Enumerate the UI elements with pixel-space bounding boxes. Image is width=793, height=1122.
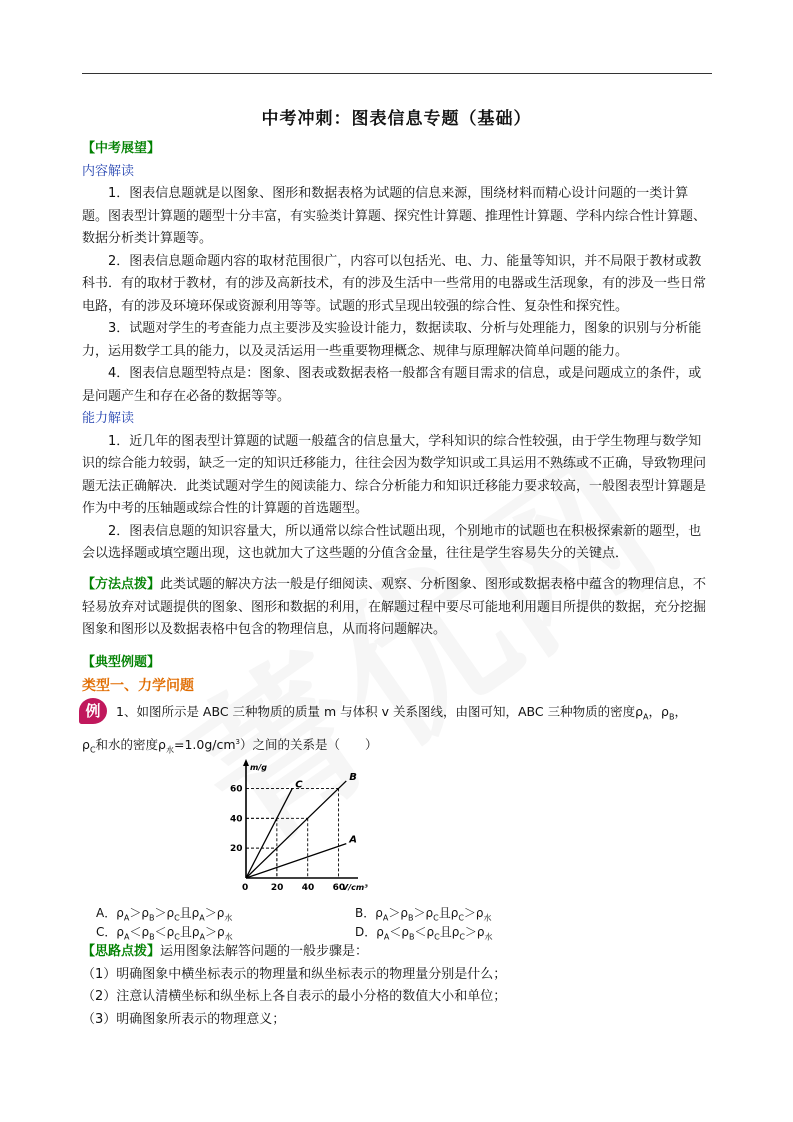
option-b[interactable]: B．$\rho_A>\rho_B>\rho_C$且$\rho_C>\rho_水$ [355, 906, 492, 923]
y-tick-60: 60 [230, 784, 243, 795]
outlook-tag: 【中考展望】 [82, 141, 161, 156]
y-axis-label: m/g [250, 763, 267, 772]
step-3: （3）明确图象所表示的物理意义； [82, 1011, 286, 1027]
method-text: 此类试题的解决方法一般是仔细阅读、观察、分析图象、图形或数据表格中蕴含的物理信息，不轻易放弃对试题提供的图象、图形和数据的利用，在解题过程中要尽可能地利用题目所提供的数据，充分挖掘图象和图形以及数据表格中包含的物理信息，从而将问题解决。 [82, 577, 707, 637]
page-title: 中考冲刺：图表信息专题（基础） [261, 109, 532, 129]
content-para-1: 1．图表信息题就是以图象、图形和数据表格为试题的信息来源，围绕材料而精心设计问题的一类计算题。图表型计算题的题型十分丰富，有实验类计算题、探究性计算题、推理性计算题、学科内综合性计算题、数据分析类计算题等。 [82, 186, 707, 246]
ability-para-1: 1．近几年的图表型计算题的试题一般蕴含的信息量大，学科知识的综合性较强，由于学生物理与数学知识的综合能力较弱，缺乏一定的知识迁移能力，往往会因为数学知识或工具运用不熟练或不正确，导致物理问题无法正确解决．此类试题对学生的阅读能力、综合分析能力和知识迁移能力要求较高，一般图表型计算题是作为中考的压轴题或综合性的计算题的首选题型。 [82, 433, 707, 516]
y-tick-20: 20 [230, 844, 243, 855]
type-heading: 类型一、力学问题 [82, 677, 194, 694]
content-heading: 内容解读 [82, 163, 135, 179]
x-tick-60: 60 [332, 883, 346, 893]
series-label-B: B [349, 771, 357, 783]
question-line-1: 1、如图所示是 ABC 三种物质的质量 m 与体积 v 关系图线，由图可知，ABC 三种物质的密度$\rho_A$，$\rho_B$， [116, 704, 687, 722]
x-axis-label: V/cm³ [342, 883, 368, 892]
series-label-C: C [295, 779, 303, 791]
content-para-4: 4．图表信息题型特点是：图象、图表或数据表格一般都含有题目需求的信息，或是问题成立的条件，或是问题产生和存在必备的数据等等。 [82, 366, 702, 404]
example-section [82, 652, 712, 697]
mass-volume-chart [222, 758, 368, 893]
step-1: （1）明确图象中横坐标表示的物理量和纵坐标表示的物理量分别是什么； [82, 966, 507, 982]
option-d[interactable]: D．$\rho_A<\rho_B<\rho_C$且$\rho_C>\rho_水$ [355, 925, 493, 942]
outlook-section [82, 138, 712, 566]
hint-tag: 【思路点拨】 [82, 944, 161, 959]
ability-para-2: 2．图表信息题的知识容量大，所以通常以综合性试题出现，个别地市的试题也在积极探索新的题型，也会以选择题或填空题出现，这也就加大了这些题的分值含金量，往往是学生容易失分的关键点． [82, 523, 702, 561]
y-axis-arrow [243, 759, 249, 766]
x-tick-40: 40 [301, 883, 315, 893]
option-a[interactable]: A．$\rho_A>\rho_B>\rho_C$且$\rho_A>\rho_水$ [96, 906, 233, 923]
content-para-2: 2．图表信息题命题内容的取材范围很广，内容可以包括光、电、力、能量等知识，并不局限于教材或教科书．有的取材于教材，有的涉及高新技术，有的涉及生活中一些常用的电器或生活现象，有的涉及一些日常电路，有的涉及环境环保或资源利用等等。试题的形式呈现出较强的综合性、复杂性和探究性。 [82, 253, 707, 314]
example-badge: 例 [79, 698, 107, 724]
method-tag: 【方法点拨】 [82, 577, 161, 592]
x-tick-0: 0 [242, 883, 249, 893]
content-para-3: 3．试题对学生的考查能力点主要涉及实验设计能力，数据读取、分析与处理能力，图象的识别与分析能力，运用数学工具的能力，以及灵活运用一些重要物理概念、规律与原理解决简单问题的能力。 [82, 321, 702, 359]
question-line-2: $\rho_C$和水的密度$\rho_水=1.0g/cm^3$）之间的关系是（ ） [82, 737, 378, 755]
header-rule [82, 73, 712, 74]
step-2: （2）注意认清横坐标和纵坐标上各自表示的最小分格的数值大小和单位； [82, 989, 507, 1004]
hint-text: 运用图象法解答问题的一般步骤是： [160, 944, 369, 959]
ability-heading: 能力解读 [82, 411, 135, 426]
y-tick-40: 40 [230, 814, 243, 825]
option-c[interactable]: C．$\rho_A<\rho_B<\rho_C$且$\rho_A>\rho_水$ [96, 925, 233, 942]
example-tag: 【典型例题】 [82, 655, 161, 670]
x-tick-20: 20 [270, 883, 284, 893]
method-section [82, 574, 712, 642]
series-label-A: A [349, 834, 358, 846]
series-line-B [246, 781, 346, 878]
hint-section [82, 941, 712, 1031]
